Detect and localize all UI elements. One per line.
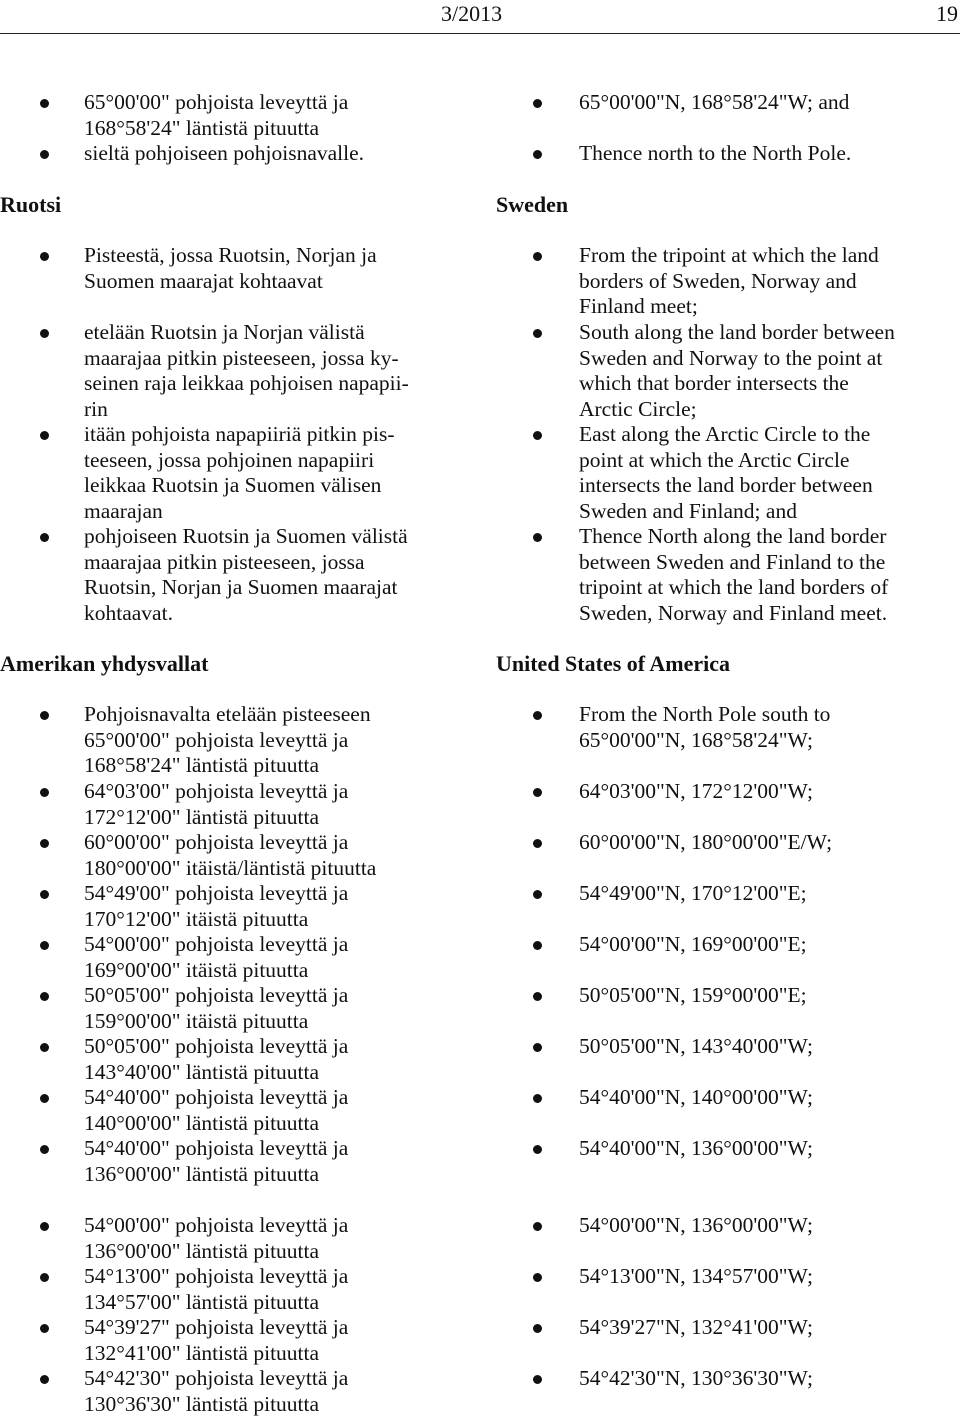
list-item-line: 170°12'00" itäistä pituutta — [84, 906, 309, 931]
list-item-line: 54°00'00"N, 136°00'00"W; — [579, 1213, 813, 1237]
bullet-icon — [533, 941, 542, 950]
list-item-line: Pohjoisnavalta etelään pisteeseen — [84, 702, 371, 726]
bullet-icon — [40, 99, 49, 108]
list-item-line: itään pohjoista napapiiriä pitkin pis- — [84, 422, 395, 446]
bullet-icon — [40, 1273, 49, 1282]
list-item-line: Pisteestä, jossa Ruotsin, Norjan ja — [84, 243, 377, 267]
list-item-line: 54°39'27" pohjoista leveyttä ja — [84, 1315, 349, 1339]
list-item-line: Sweden and Finland; and — [579, 498, 797, 523]
list-item-usa — [84, 702, 474, 779]
list-item-line: 65°00'00"N, 168°58'24"W; and — [579, 90, 850, 114]
list-item-usa — [579, 779, 957, 805]
section-heading-sweden: Sweden — [496, 192, 569, 217]
bullet-icon — [40, 1375, 49, 1384]
bullet-icon — [533, 992, 542, 1001]
list-item-line: 136°00'00" läntistä pituutta — [84, 1238, 320, 1263]
list-item-line: 168°58'24" läntistä pituutta — [84, 753, 320, 777]
list-item-line: Ruotsin, Norjan ja Suomen maarajat — [84, 575, 398, 599]
list-item-usa — [579, 1264, 957, 1290]
list-item-line: teeseen, jossa pohjoinen napapiiri — [84, 447, 375, 472]
list-item-intro — [84, 90, 474, 141]
list-item-line: sieltä pohjoiseen pohjoisnavalle. — [84, 141, 365, 165]
list-item-usa — [84, 983, 474, 1034]
list-item-line: maarajaa pitkin pisteeseen, jossa — [84, 549, 365, 574]
list-item-line: seinen raja leikkaa pohjoisen napapii- — [84, 371, 409, 395]
list-item-usa — [579, 1034, 957, 1060]
list-item-line: 65°00'00" pohjoista leveyttä ja — [84, 727, 349, 752]
bullet-icon — [40, 941, 49, 950]
bullet-icon — [533, 533, 542, 542]
list-item-line: Thence North along the land border — [579, 524, 887, 548]
list-item-line: 65°00'00"N, 168°58'24"W; — [579, 727, 813, 752]
list-item-line: 54°00'00"N, 169°00'00"E; — [579, 932, 807, 956]
list-item-line: Thence north to the North Pole. — [579, 141, 852, 165]
list-item-sweden — [579, 422, 957, 524]
list-item-line: 54°40'00"N, 140°00'00"W; — [579, 1085, 813, 1109]
list-item-line: rin — [84, 396, 108, 421]
list-item-line: 134°57'00" läntistä pituutta — [84, 1289, 320, 1314]
list-item-line: 169°00'00" itäistä pituutta — [84, 957, 309, 982]
list-item-line: 54°00'00" pohjoista leveyttä ja — [84, 1213, 349, 1237]
list-item-usa — [579, 1136, 957, 1162]
bullet-icon — [533, 839, 542, 848]
list-item-line: 172°12'00" läntistä pituutta — [84, 804, 320, 829]
list-item-line: etelään Ruotsin ja Norjan välistä — [84, 320, 365, 344]
list-item-line: intersects the land border between — [579, 473, 873, 497]
bullet-icon — [533, 788, 542, 797]
list-item-line: 140°00'00" läntistä pituutta — [84, 1110, 320, 1135]
list-item-line: borders of Sweden, Norway and — [579, 268, 857, 293]
bullet-icon — [40, 992, 49, 1001]
issue-number: 3/2013 — [441, 1, 503, 26]
list-item-line: 54°40'00" pohjoista leveyttä ja — [84, 1085, 349, 1109]
list-item-usa — [579, 1085, 957, 1111]
list-item-line: Sweden, Norway and Finland meet. — [579, 600, 888, 625]
bullet-icon — [533, 329, 542, 338]
list-item-usa — [84, 830, 474, 881]
list-item-line: 54°39'27"N, 132°41'00"W; — [579, 1315, 813, 1339]
list-item-line: 60°00'00"N, 180°00'00"E/W; — [579, 830, 833, 854]
list-item-usa — [84, 881, 474, 932]
list-item-line: 54°49'00"N, 170°12'00"E; — [579, 881, 807, 905]
list-item-line: tripoint at which the land borders of — [579, 575, 889, 599]
bullet-icon — [533, 252, 542, 261]
list-item-usa — [579, 1366, 957, 1392]
list-item-line: 159°00'00" itäistä pituutta — [84, 1008, 309, 1033]
bullet-icon — [533, 890, 542, 899]
list-item-sweden — [579, 524, 957, 626]
header-divider — [0, 33, 960, 34]
list-item-line: 65°00'00" pohjoista leveyttä ja — [84, 90, 349, 114]
list-item-line: 64°03'00"N, 172°12'00"W; — [579, 779, 813, 803]
bullet-icon — [40, 1145, 49, 1154]
list-item-usa — [84, 1264, 474, 1315]
list-item-intro — [579, 141, 957, 167]
list-item-line: 143°40'00" läntistä pituutta — [84, 1059, 320, 1084]
list-item-line: maarajan — [84, 498, 163, 523]
bullet-icon — [533, 1094, 542, 1103]
section-heading-sweden: Ruotsi — [0, 192, 62, 217]
list-item-line: 54°13'00"N, 134°57'00"W; — [579, 1264, 813, 1288]
list-item-line: 64°03'00" pohjoista leveyttä ja — [84, 779, 349, 803]
list-item-line: Arctic Circle; — [579, 396, 697, 421]
list-item-usa — [579, 881, 957, 907]
bullet-icon — [40, 711, 49, 720]
list-item-line: 60°00'00" pohjoista leveyttä ja — [84, 830, 349, 854]
bullet-icon — [533, 1043, 542, 1052]
list-item-line: 54°42'30" pohjoista leveyttä ja — [84, 1366, 349, 1390]
list-item-intro — [579, 90, 957, 116]
list-item-line: 50°05'00"N, 159°00'00"E; — [579, 983, 807, 1007]
list-item-sweden — [579, 320, 957, 422]
list-item-usa — [579, 1213, 957, 1239]
list-item-line: 54°40'00"N, 136°00'00"W; — [579, 1136, 813, 1160]
section-heading-usa: Amerikan yhdysvallat — [0, 651, 209, 676]
list-item-line: leikkaa Ruotsin ja Suomen välisen — [84, 473, 382, 497]
list-item-line: 54°13'00" pohjoista leveyttä ja — [84, 1264, 349, 1288]
list-item-line: 132°41'00" läntistä pituutta — [84, 1340, 320, 1365]
bullet-icon — [40, 1222, 49, 1231]
list-item-usa — [84, 1315, 474, 1366]
list-item-line: 54°00'00" pohjoista leveyttä ja — [84, 932, 349, 956]
list-item-line: 50°05'00" pohjoista leveyttä ja — [84, 1034, 349, 1058]
section-heading-usa: United States of America — [496, 651, 731, 676]
bullet-icon — [40, 252, 49, 261]
list-item-line: between Sweden and Finland to the — [579, 549, 886, 574]
list-item-usa — [84, 932, 474, 983]
list-item-line: pohjoiseen Ruotsin ja Suomen välistä — [84, 524, 408, 548]
bullet-icon — [40, 1094, 49, 1103]
list-item-line: Finland meet; — [579, 294, 698, 318]
bullet-icon — [40, 329, 49, 338]
list-item-line: 50°05'00"N, 143°40'00"W; — [579, 1034, 813, 1058]
bullet-icon — [40, 890, 49, 899]
bullet-icon — [40, 150, 49, 159]
bullet-icon — [533, 1222, 542, 1231]
list-item-sweden — [84, 422, 474, 524]
bullet-icon — [40, 788, 49, 797]
list-item-sweden — [84, 320, 474, 422]
list-item-line: kohtaavat. — [84, 600, 173, 625]
list-item-usa — [579, 983, 957, 1009]
list-item-line: From the North Pole south to — [579, 702, 831, 726]
bullet-icon — [533, 150, 542, 159]
list-item-sweden — [84, 243, 474, 294]
bullet-icon — [40, 533, 49, 542]
list-item-line: 168°58'24" läntistä pituutta — [84, 115, 320, 140]
bullet-icon — [533, 1145, 542, 1154]
list-item-line: point at which the Arctic Circle — [579, 447, 850, 472]
bullet-icon — [533, 1273, 542, 1282]
list-item-usa — [84, 779, 474, 830]
list-item-line: From the tripoint at which the land — [579, 243, 879, 267]
list-item-line: South along the land border between — [579, 320, 895, 344]
list-item-usa — [579, 830, 957, 856]
list-item-line: Sweden and Norway to the point at — [579, 345, 883, 370]
list-item-line: 54°49'00" pohjoista leveyttä ja — [84, 881, 349, 905]
list-item-usa — [579, 1315, 957, 1341]
list-item-usa — [579, 702, 957, 753]
list-item-line: which that border intersects the — [579, 371, 849, 395]
bullet-icon — [40, 1043, 49, 1052]
list-item-usa — [84, 1213, 474, 1264]
list-item-line: East along the Arctic Circle to the — [579, 422, 871, 446]
list-item-intro — [84, 141, 474, 167]
bullet-icon — [40, 431, 49, 440]
bullet-icon — [533, 99, 542, 108]
bullet-icon — [533, 1324, 542, 1333]
list-item-line: 136°00'00" läntistä pituutta — [84, 1161, 320, 1186]
bullet-icon — [533, 1375, 542, 1384]
list-item-line: maarajaa pitkin pisteeseen, jossa ky- — [84, 345, 399, 370]
list-item-line: 130°36'30" läntistä pituutta — [84, 1391, 320, 1416]
list-item-sweden — [579, 243, 957, 320]
list-item-sweden — [84, 524, 474, 626]
list-item-line: Suomen maarajat kohtaavat — [84, 268, 323, 293]
page-number: 19 — [936, 1, 958, 26]
list-item-line: 180°00'00" itäistä/läntistä pituutta — [84, 855, 377, 880]
bullet-icon — [40, 839, 49, 848]
list-item-usa — [579, 932, 957, 958]
list-item-line: 54°42'30"N, 130°36'30"W; — [579, 1366, 813, 1390]
list-item-line: 50°05'00" pohjoista leveyttä ja — [84, 983, 349, 1007]
bullet-icon — [533, 431, 542, 440]
list-item-usa — [84, 1034, 474, 1085]
list-item-usa — [84, 1136, 474, 1187]
page-header — [0, 0, 960, 30]
list-item-usa — [84, 1085, 474, 1136]
bullet-icon — [40, 1324, 49, 1333]
list-item-line: 54°40'00" pohjoista leveyttä ja — [84, 1136, 349, 1160]
bullet-icon — [533, 711, 542, 720]
list-item-usa — [84, 1366, 474, 1417]
